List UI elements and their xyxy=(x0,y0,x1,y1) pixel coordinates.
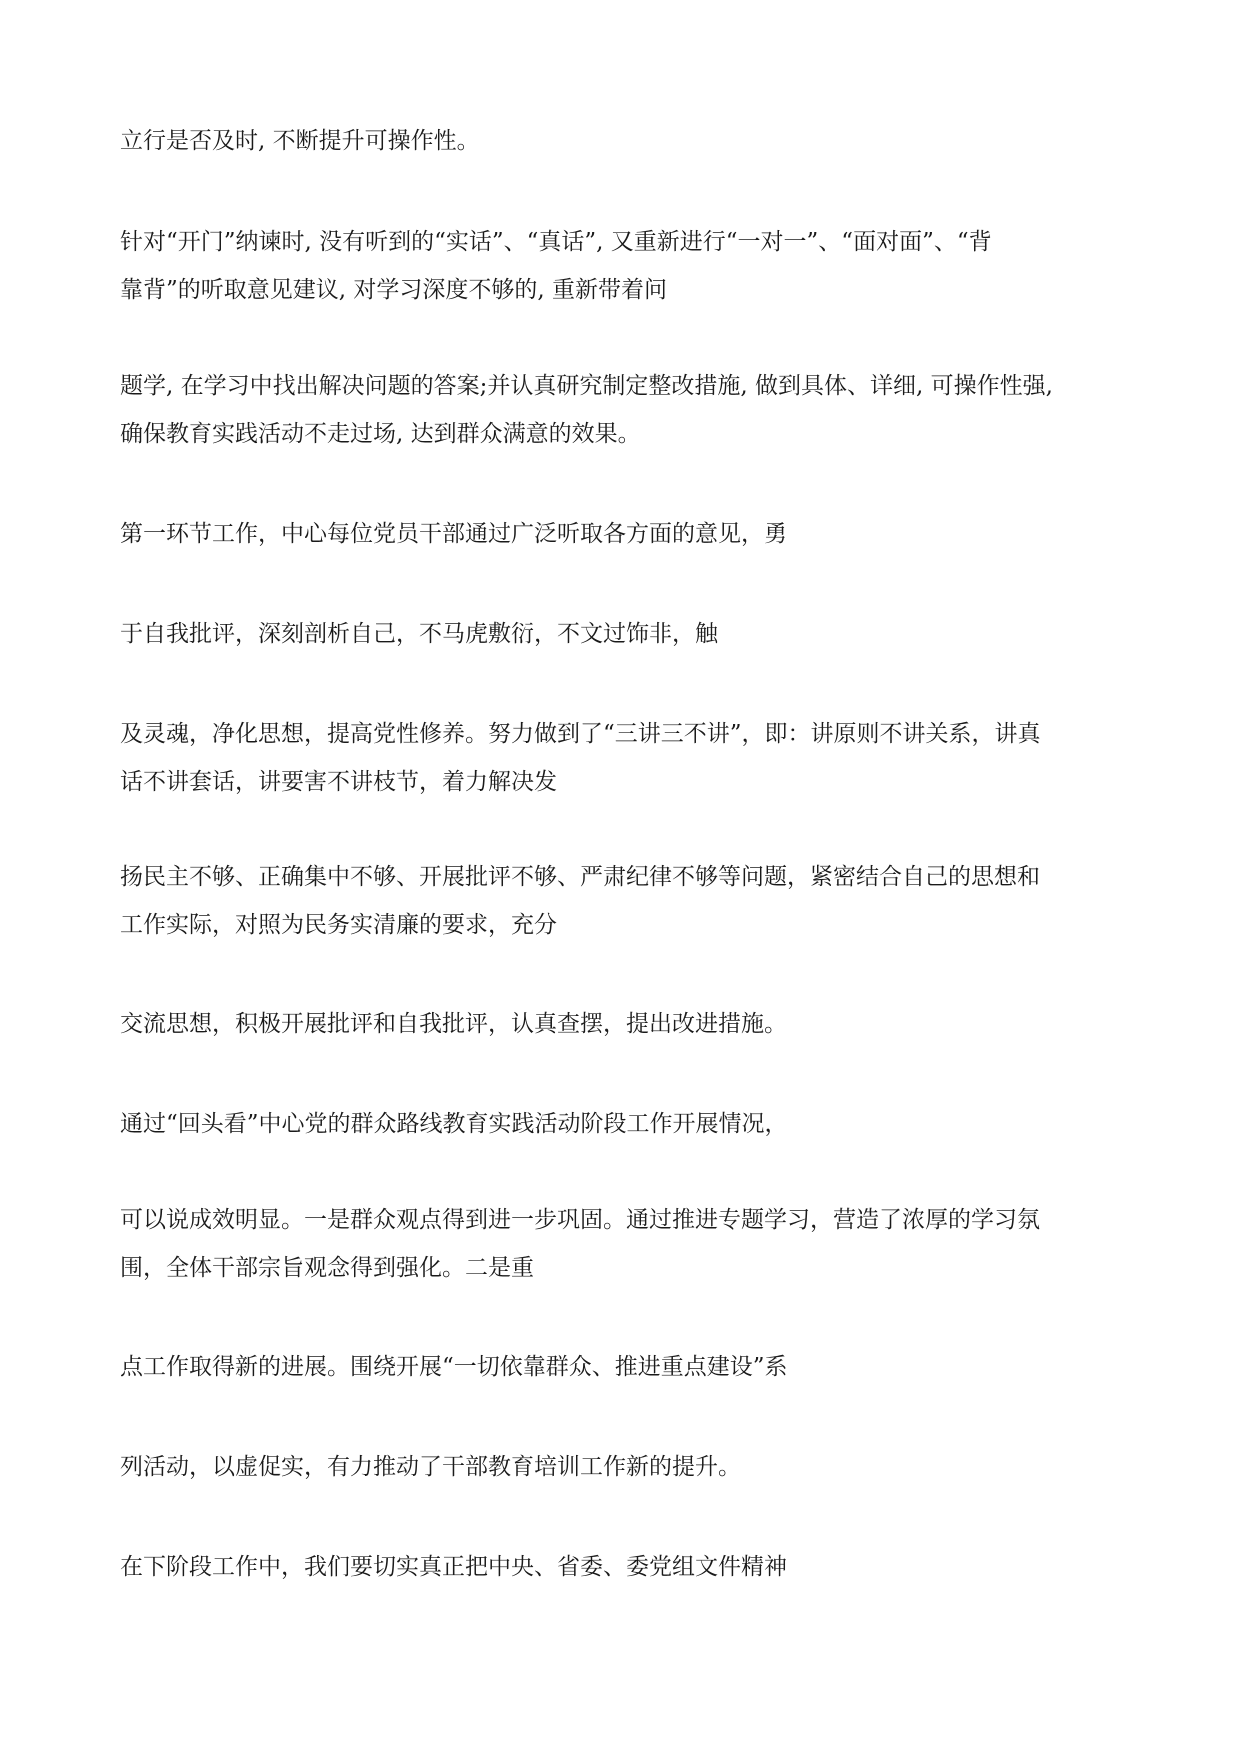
paragraph-line: 立行是否及时, 不断提升可操作性。 xyxy=(120,128,480,154)
paragraph-line: 扬民主不够、正确集中不够、开展批评不够、严肃纪律不够等问题，紧密结合自己的思想和 xyxy=(120,864,1040,890)
paragraph-8 xyxy=(120,1000,1130,1048)
paragraph-11 xyxy=(120,1343,1130,1391)
paragraph-12 xyxy=(120,1443,1130,1491)
paragraph-4 xyxy=(120,510,1130,558)
paragraph-line: 靠背”的听取意见建议, 对学习深度不够的, 重新带着问 xyxy=(120,277,668,303)
paragraph-line: 交流思想，积极开展批评和自我批评，认真查摆，提出改进措施。 xyxy=(120,1011,787,1037)
paragraph-line: 通过“回头看”中心党的群众路线教育实践活动阶段工作开展情况， xyxy=(120,1111,788,1137)
paragraph-line: 可以说成效明显。一是群众观点得到进一步巩固。通过推进专题学习，营造了浓厚的学习氛 xyxy=(120,1207,1040,1233)
paragraph-line: 针对“开门”纳谏时, 没有听到的“实话”、“真话”, 又重新进行“一对一”、“面对面”、“背 xyxy=(120,229,992,255)
paragraph-13 xyxy=(120,1543,1130,1591)
paragraph-line: 第一环节工作，中心每位党员干部通过广泛听取各方面的意见，勇 xyxy=(120,521,787,547)
paragraph-10 xyxy=(120,1196,1130,1292)
paragraph-line: 在下阶段工作中，我们要切实真正把中央、省委、委党组文件精神 xyxy=(120,1554,787,1580)
paragraph-line: 及灵魂，净化思想，提高党性修养。努力做到了“三讲三不讲”，即：讲原则不讲关系，讲真 xyxy=(120,721,1041,747)
paragraph-line: 确保教育实践活动不走过场, 达到群众满意的效果。 xyxy=(120,421,641,447)
paragraph-1 xyxy=(120,117,1130,165)
paragraph-5 xyxy=(120,610,1130,658)
paragraph-9 xyxy=(120,1100,1130,1148)
paragraph-line: 于自我批评，深刻剖析自己，不马虎敷衍，不文过饰非，触 xyxy=(120,621,718,647)
paragraph-line: 围，全体干部宗旨观念得到强化。二是重 xyxy=(120,1255,534,1281)
paragraph-2 xyxy=(120,218,1130,314)
paragraph-line: 题学, 在学习中找出解决问题的答案;并认真研究制定整改措施, 做到具体、详细, 可操作性强, xyxy=(120,373,1053,399)
paragraph-6 xyxy=(120,710,1130,806)
paragraph-line: 点工作取得新的进展。围绕开展“一切依靠群众、推进重点建设”系 xyxy=(120,1354,788,1380)
paragraph-3 xyxy=(120,362,1130,458)
paragraph-line: 话不讲套话，讲要害不讲枝节，着力解决发 xyxy=(120,769,557,795)
paragraph-7 xyxy=(120,853,1130,949)
paragraph-line: 工作实际，对照为民务实清廉的要求，充分 xyxy=(120,912,557,938)
paragraph-line: 列活动，以虚促实，有力推动了干部教育培训工作新的提升。 xyxy=(120,1454,741,1480)
